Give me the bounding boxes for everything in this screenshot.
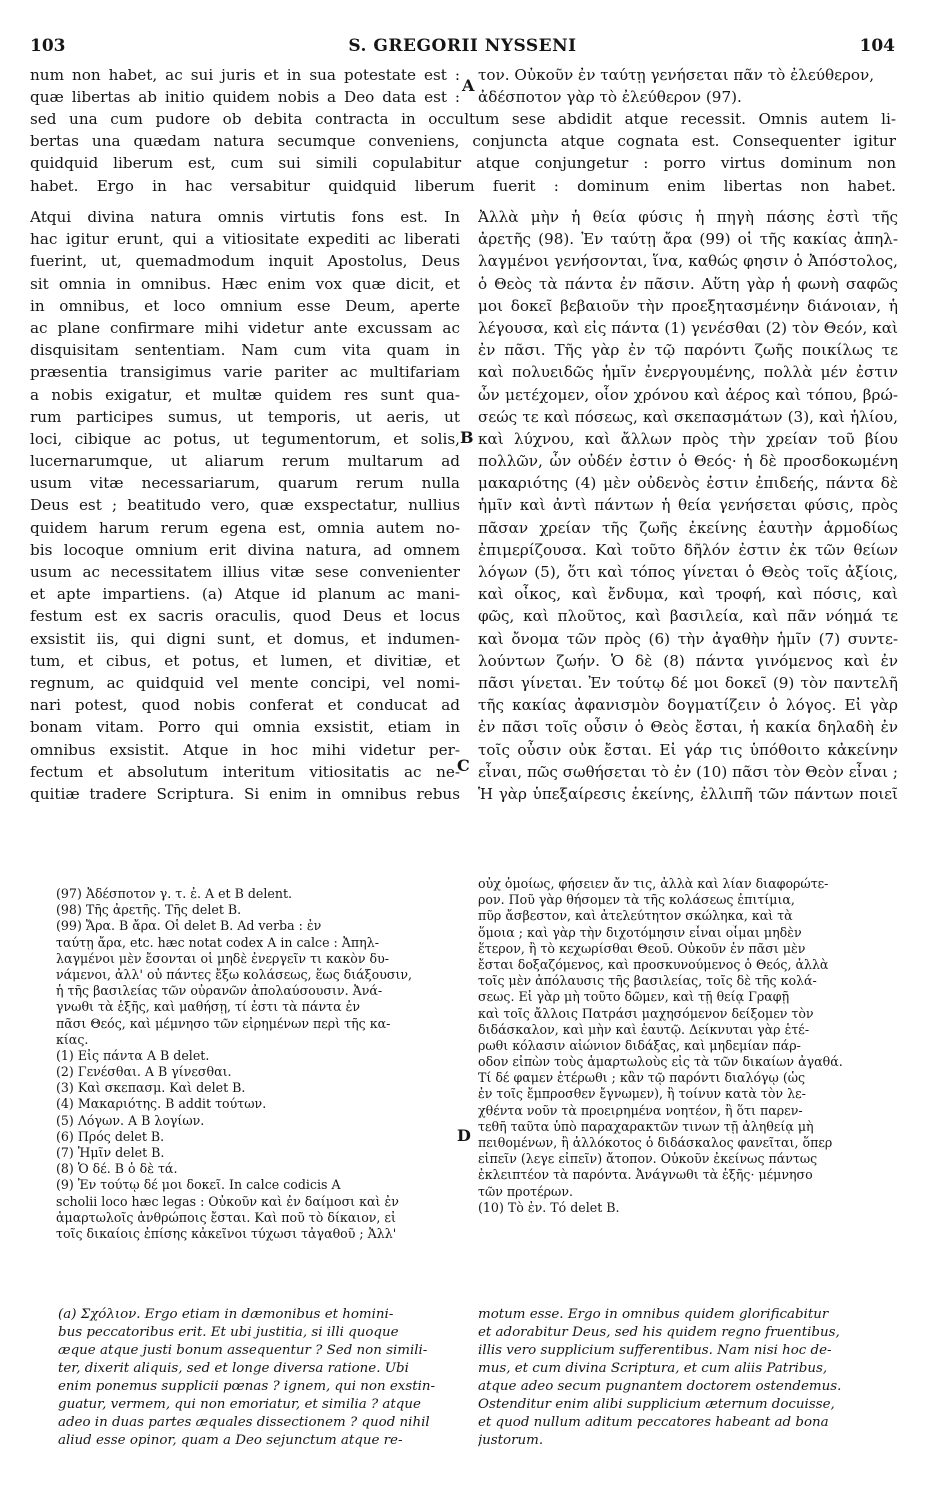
footnote-line: (7) Ἡμῖν delet B. [56,1145,165,1160]
page-number-right: 104 [859,36,895,56]
footnote-line: τεθῆ ταῦτα ὑπὸ παραχαρακτῶν τινων τῇ ἀληθείᾳ μὴ [478,1118,814,1134]
text-line: λαγμένοι γενήσονται, ἵνα, καθώς φησιν ὁ Ἀπόστολος, [478,252,898,271]
text-line: num non habet, ac sui juris et in sua potestate est : [30,66,460,84]
margin-letter-a: A [462,76,475,95]
scholion-line: enim ponemus supplicii pœnas ? ignem, qui non exstin- [58,1379,436,1394]
text-line: λέγουσα, καὶ εἰς πάντα (1) γενέσθαι (2) τὸν Θεόν, καὶ [478,318,898,337]
text-line: τοῖς οὖσιν οὐκ ἔσται. Εἰ γάρ τις ὑπόθοιτο κἀκείνην [478,740,898,759]
text-line: nari potest, quod nobis conferat et conducat ad [30,696,460,715]
text-line: ὧν μετέχομεν, οἷον χρόνου καὶ ἀέρος καὶ τόπου, βρώ- [478,385,898,404]
footnote-line: (4) Μακαριότης. B addit τούτων. [56,1096,267,1112]
text-line: καὶ πολυειδῶς ἡμῖν ἐνεργουμένης, πολλὰ μέν ἐστιν [478,363,898,382]
text-line: sit omnia in omnibus. Hæc enim vox quæ dicit, et [30,274,460,293]
footnote-line: χθέντα νοῦν τὰ προειρημένα νοητέον, ἢ ὅτι παρεν- [478,1102,803,1118]
text-line: καὶ ὄνομα τῶν πρὸς (6) τὴν ἀγαθὴν ἡμῖν (7) συντε- [478,629,898,648]
top-right-lines [478,64,898,108]
footnote-line: πειθομένων, ἢ ἀλλόκοτος ὁ διδάσκαλος φανεῖται, ὅπερ [478,1135,833,1150]
text-line: fectum et absolutum interitum vitiositatis ac ne- [30,762,460,781]
footnote-line: ἐκλειπτέον τὰ παρόντα. Ἀνάγνωθι τὰ ἑξῆς· μέμνησο [478,1167,813,1183]
scholion-line: atque adeo secum pugnantem doctorem ostendemus. [478,1379,842,1394]
text-line: bertas una quædam natura secumque conveniens, conjuncta atque cognata est. Consequenter igitur [30,132,896,151]
footnote-line: ταύτῃ ἄρα, etc. hæc notat codex A in calce : Ἀπηλ- [56,934,379,950]
footnote-line: ἐν τοῖς ἔμπροσθεν ἔγνωμεν), ἢ τοίνυν κατὰ τὸν λε- [478,1086,806,1102]
text-line: Deus est ; beatitudo vero, quæ exspectatur, nullius [30,496,460,515]
top-left-lines [30,64,460,108]
text-line: μακαριότης (4) μὲν οὐδενὸς ἐστιν ἐπιδεής, πάντα δὲ [478,474,898,493]
text-line: ἐν πᾶσι. Τῆς γὰρ ἐν τῷ παρόντι ζωῆς ποικίλως τε [478,341,898,360]
text-line: πᾶσι γίνεται. Ἐν τούτῳ δέ μοι δοκεῖ (9) τὸν παντελῆ [478,673,898,692]
text-line: Ἀλλὰ μὴν ἡ θεία φύσις ἡ πηγὴ πάσης ἐστὶ τῆς [478,208,898,226]
footnote-line: πᾶσι Θεός, καὶ μέμνησο τῶν εἰρημένων περὶ τῆς κα- [56,1015,391,1031]
text-line: festum est ex sacris oraculis, quod Deus et locus [30,607,460,626]
text-line: in omnibus, et loco omnium esse Deum, aperte [30,296,460,315]
text-line: ἐν πᾶσι τοῖς οὖσιν ὁ Θεὸς ἔσται, ἡ κακία δηλαδὴ ἐν [478,718,898,737]
footnote-line: (97) Ἀδέσποτον γ. τ. ἐ. A et B delent. [56,886,293,901]
text-line: regnum, ac quidquid vel mente concipi, vel nomi- [30,673,460,692]
text-line: bonam vitam. Porro qui omnia exsistit, etiam in [30,718,460,737]
scholion-line: et quod nullum aditum peccatores habeant ad bona [478,1415,829,1430]
footnote-line: scholii loco hæc legas : Οὐκοῦν καὶ ἐν δαίμοσι καὶ ἐν [56,1193,399,1209]
text-line: a nobis exigatur, et multæ quidem res sunt qua- [30,385,460,404]
margin-letter-b: B [460,428,474,447]
footnotes-right [478,876,898,1216]
footnote-line: κίας. [56,1031,89,1047]
footnote-line: (98) Τῆς ἀρετῆς. Τῆς delet B. [56,902,242,918]
footnote-line: πῦρ ἄσβεστον, καὶ ἀτελεύτητον σκώληκα, καὶ τὰ [478,908,793,924]
text-line: usum vitæ necessariarum, quarum rerum nulla [30,474,460,493]
text-line: ἀρετῆς (98). Ἐν ταύτῃ ἄρα (99) οἱ τῆς κακίας ἀπηλ- [478,230,898,249]
text-line: μοι δοκεῖ βεβαιοῦν τὴν προεξητασμένην διάνοιαν, ἡ [478,296,898,315]
text-line: ac plane confirmare mihi videtur ante excussam ac [30,318,460,337]
text-line: εἶναι, πῶς σωθήσεται τὸ ἐν (10) πᾶσι τὸν Θεὸν εἶναι ; [478,762,898,781]
margin-letter-c: C [457,756,470,775]
text-line: λόγων (5), ὅτι καὶ τόπος γίνεται ὁ Θεὸς τοῖς ἀξίοις, [478,563,898,581]
scholion-left [58,1306,446,1450]
greek-column [478,206,898,805]
text-line: quidquid liberum est, cum sui simili copulabitur atque conjungetur : porro virtus dominum non [30,154,896,173]
footnotes-left [56,886,448,1242]
text-line: disquisitam sententiam. Nam cum vita quam in [30,341,460,360]
footnote-line: σεως. Εἰ γὰρ μὴ τοῦτο δῶμεν, καὶ τῇ θείᾳ Γραφῇ [478,989,790,1005]
footnote-line: λαγμένοι μὲν ἔσονται οἱ μηδὲ ἐνεργεῖν τι κακὸν δυ- [56,950,389,966]
footnote-line: τῶν προτέρων. [478,1183,573,1199]
text-line: ἡμῖν καὶ ἀντὶ πάντων ἡ θεία γενήσεται φύσις, πρὸς [478,496,898,515]
margin-letter-d: D [457,1126,471,1145]
text-line: πολλῶν, ὧν οὐδέν ἐστιν ὁ Θεός· ἡ δὲ προσδοκωμένη [478,452,898,471]
text-line: præsentia transigimus varie pariter ac multifariam [30,363,460,382]
text-line: quidem harum rerum egena est, omnia autem no- [30,518,460,537]
footnote-line: διδάσκαλον, καὶ μὴν καὶ ἑαυτῷ. Δείκνυται γὰρ ἑτέ- [478,1021,810,1037]
scholion-line: Ostenditur enim alibi supplicium æternum docuisse, [478,1397,835,1412]
scholion-right [478,1306,898,1450]
footnote-line: (6) Πρός delet B. [56,1128,165,1144]
text-line: σεώς τε καὶ πόσεως, καὶ σκεπασμάτων (3), καὶ ἡλίου, [478,407,898,426]
footnote-line: εἰπεῖν (λεγε εἰπεῖν) ἄτοπον. Οὐκοῦν ἐκείνως πάντως [478,1151,818,1167]
text-line: τον. Οὐκοῦν ἐν ταύτῃ γενήσεται πᾶν τὸ ἐλεύθερον, [478,66,875,84]
scholion-line: motum esse. Ergo in omnibus quidem glorificabitur [478,1307,829,1322]
scholion-line: mus, et cum divina Scriptura, et cum aliis Patribus, [478,1361,828,1376]
text-line: rum participes sumus, ut temporis, ut aeris, ut [30,407,460,426]
text-line: ἐπιμερίζουσα. Καὶ τοῦτο δῆλόν ἐστιν ἐκ τῶν θείων [478,540,898,559]
page-number-left: 103 [30,36,66,56]
footnote-line: ἁμαρτωλοῖς ἀνθρώποις ἔσται. Καὶ ποῦ τὸ δίκαιον, εἰ [56,1209,396,1225]
footnote-line: Τί δέ φαμεν ἑτέρωθι ; κἂν τῷ παρόντι διαλόγῳ (ὡς [478,1070,806,1086]
scholion-line: et adorabitur Deus, sed his quidem regno fruentibus, [478,1325,840,1340]
text-line: πᾶσαν χρείαν τῆς ζωῆς ἐκείνης ἑαυτὴν ἁρμοδίως [478,518,898,537]
text-line: φῶς, καὶ πλοῦτος, καὶ βασιλεία, καὶ πᾶν νόημά τε [478,607,898,626]
footnote-line: ρον. Ποῦ γὰρ θήσομεν τὰ τῆς κολάσεως ἐπιτίμια, [478,892,795,908]
text-line: Atqui divina natura omnis virtutis fons est. In [30,208,460,226]
footnote-line: ὅμοια ; καὶ γὰρ τὴν διχοτόμησιν εἶναι οἶμαι μηδὲν [478,924,802,940]
full-width-paragraph [30,108,896,197]
text-line: quitiæ tradere Scriptura. Si enim in omnibus rebus [30,784,460,803]
text-line: ἀδέσποτον γὰρ τὸ ἐλεύθερον (97). [478,88,742,107]
footnote-line: ἕτερον, ἢ τὸ κεχωρίσθαι Θεοῦ. Οὐκοῦν ἐν πᾶσι μὲν [478,940,806,956]
text-line: usum ac necessitatem illius vitæ sese convenienter [30,563,460,581]
footnote-line: καὶ τοῖς ἄλλοις Πατράσι μαχησόμενον δείξομεν τὸν [478,1005,814,1021]
text-line: habet. Ergo in hac versabitur quidquid liberum fuerit : dominum enim libertas non habet. [30,176,896,195]
text-line: τῆς κακίας ἀφανισμὸν δογματίζειν ὁ λόγος. Εἰ γὰρ [478,696,898,715]
text-line: exsistit iis, qui digni sunt, et domus, et indumen- [30,629,460,648]
text-line: loci, cibique ac potus, ut tegumentorum, et solis, [30,429,460,448]
text-line: lucernarumque, ut aliarum rerum multarum ad [30,452,460,471]
text-line: sed una cum pudore ob debita contracta in occultum sese abdidit atque recessit. Omnis autem li- [30,110,896,128]
text-line: hac igitur erunt, qui a vitiositate expediti ac liberati [30,230,460,249]
footnote-line: (1) Εἰς πάντα A B delet. [56,1047,210,1063]
footnote-line: ρωθι κόλασιν αἰώνιον διδάξας, καὶ μηδεμίαν πάρ- [478,1037,801,1053]
footnote-line: (9) Ἐν τούτῳ δέ μοι δοκεῖ. In calce codicis A [56,1177,341,1193]
scholion-line: (a) Σχόλιον. Ergo etiam in dæmonibus et homini- [58,1307,394,1322]
scholion-line: justorum. [478,1433,544,1448]
text-line: et apte impartiens. (a) Atque id planum ac mani- [30,585,460,604]
footnote-line: (3) Καὶ σκεπασμ. Καὶ delet B. [56,1080,246,1096]
latin-column [30,206,460,805]
footnote-line: (10) Τὸ ἐν. Τό delet B. [478,1199,620,1215]
footnote-line: (8) Ὁ δέ. B ὁ δὲ τά. [56,1161,178,1177]
footnote-line: τοῖς μὲν ἀπόλαυσις τῆς βασιλείας, τοῖς δὲ τῆς κολά- [478,973,817,989]
footnote-line: νάμενοι, ἀλλ' οὐ πάντες ἔξω κολάσεως, ἕως διάξουσιν, [56,966,413,982]
scholion-line: æque atque justi bonum assequentur ? Sed non simili- [58,1343,428,1358]
text-line: καὶ λύχνου, καὶ ἄλλων πρὸς τὴν χρείαν τοῦ βίου [478,429,898,448]
footnote-line: τοῖς δικαίοις ἐπίσης κἀκεῖνοι τύχωσι τἀγαθοῦ ; Ἀλλ' [56,1225,397,1241]
text-line: fuerint, ut, quemadmodum inquit Apostolus, Deus [30,252,460,271]
footnote-line: ἔσται δοξαζόμενος, καὶ προσκυνούμενος ὁ Θεός, ἀλλὰ [478,956,829,972]
scholion-line: ter, dixerit aliquis, sed et longe diversa ratione. Ubi [58,1361,409,1376]
text-line: omnibus exsistit. Atque in hoc mihi videtur per- [30,740,460,759]
text-line: Ἡ γὰρ ὑπεξαίρεσις ἐκείνης, ἐλλιπῆ τῶν πάντων ποιεῖ [478,784,898,803]
scholion-line: adeo in duas partes æquales dissectionem ? quod nihil [58,1415,430,1430]
text-line: tum, et cibus, et potus, et lumen, et divitiæ, et [30,651,460,670]
footnote-line: ἡ τῆς βασιλείας τῶν οὐρανῶν ἀπολαύσουσιν. Ἀνά- [56,983,383,999]
footnote-line: (5) Λόγων. A B λογίων. [56,1112,205,1128]
scholion-line: bus peccatoribus erit. Et ubi justitia, si illi quoque [58,1325,399,1340]
footnote-line: οδον εἰπὼν τοὺς ἁμαρτωλοὺς εἰς τὰ τῶν δικαίων ἀγαθά. [478,1054,843,1070]
footnote-line: οὐχ ὁμοίως, φήσειεν ἄν τις, ἀλλὰ καὶ λίαν διαφορώτε- [478,876,829,891]
footnote-line: (99) Ἄρα. B ἄρα. Οἱ delet B. Ad verba : ἐν [56,918,322,934]
running-header [30,36,895,60]
scholion-line: illis vero supplicium sufferentibus. Nam nisi hoc de- [478,1343,832,1358]
text-line: λούντων ζωήν. Ὁ δὲ (8) πάντα γινόμενος καὶ ἐν [478,651,898,670]
scholion-line: aliud esse opinor, quam a Deo sejunctum atque re- [58,1433,403,1448]
text-line: καὶ οἶκος, καὶ ἔνδυμα, καὶ τροφή, καὶ πόσις, καὶ [478,585,898,604]
text-line: bis locoque omnium erit divina natura, ad omnem [30,540,460,559]
scholion-line: guatur, vermem, qui non emoriatur, et similia ? atque [58,1397,421,1412]
footnote-line: (2) Γενέσθαι. A B γίνεσθαι. [56,1064,232,1080]
text-line: quæ libertas ab initio quidem nobis a Deo data est : [30,88,460,107]
running-title: S. GREGORII NYSSENI [348,36,577,56]
text-line: ὁ Θεὸς τὰ πάντα ἐν πᾶσιν. Αὕτη γὰρ ἡ φωνὴ σαφῶς [478,274,898,293]
footnote-line: γνωθι τὰ ἑξῆς, καὶ μαθήσῃ, τί ἐστι τὰ πάντα ἐν [56,999,361,1015]
